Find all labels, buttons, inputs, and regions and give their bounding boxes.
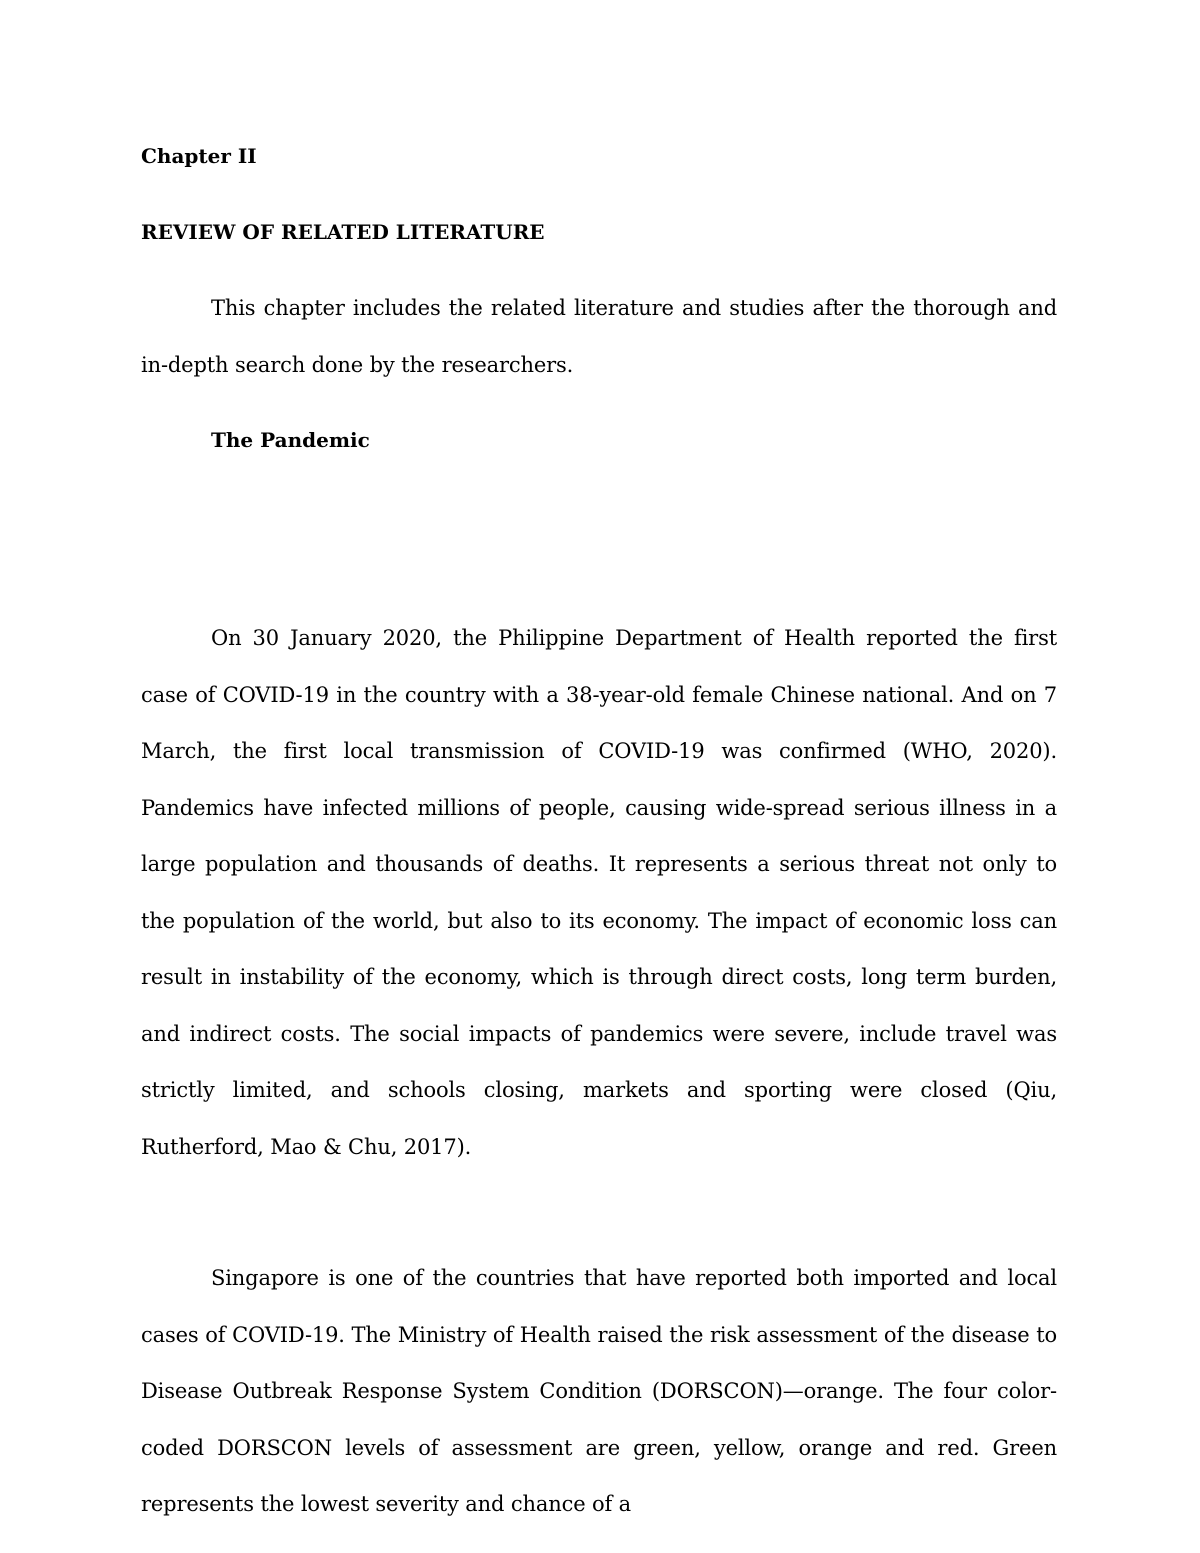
section-title: REVIEW OF RELATED LITERATURE [141, 220, 545, 244]
body-paragraph: Singapore is one of the countries that have reported both imported and local cases of COVID-19. The Ministry of Health raised the risk assessment of the disease to Disease Outbreak Response System Condition (DORSCON)—orange. The four color-coded DORSCON levels of assessment are green, yellow, orange and red. Green represents the lowest severity and chance of a [141, 1266, 1057, 1516]
chapter-label: Chapter II [141, 144, 257, 168]
subsection-heading: The Pandemic [211, 428, 370, 452]
body-paragraph: On 30 January 2020, the Philippine Department of Health reported the first case of COVID-19 in the country with a 38-year-old female Chinese national. And on 7 March, the first local transmission of COVID-19 was confirmed (WHO, 2020). Pandemics have infected millions of people, causing wide-spread serious illness in a large population and thousands of deaths. It represents a serious threat not only to the population of the world, but also to its economy. The impact of economic loss can result in instability of the economy, which is through direct costs, long term burden, and indirect costs. The social impacts of pandemics were severe, include travel was strictly limited, and schools closing, markets and sporting were closed (Qiu, Rutherford, Mao & Chu, 2017). [141, 626, 1057, 1159]
intro-paragraph: This chapter includes the related literature and studies after the thorough and in-depth search done by the researchers. [141, 296, 1057, 377]
